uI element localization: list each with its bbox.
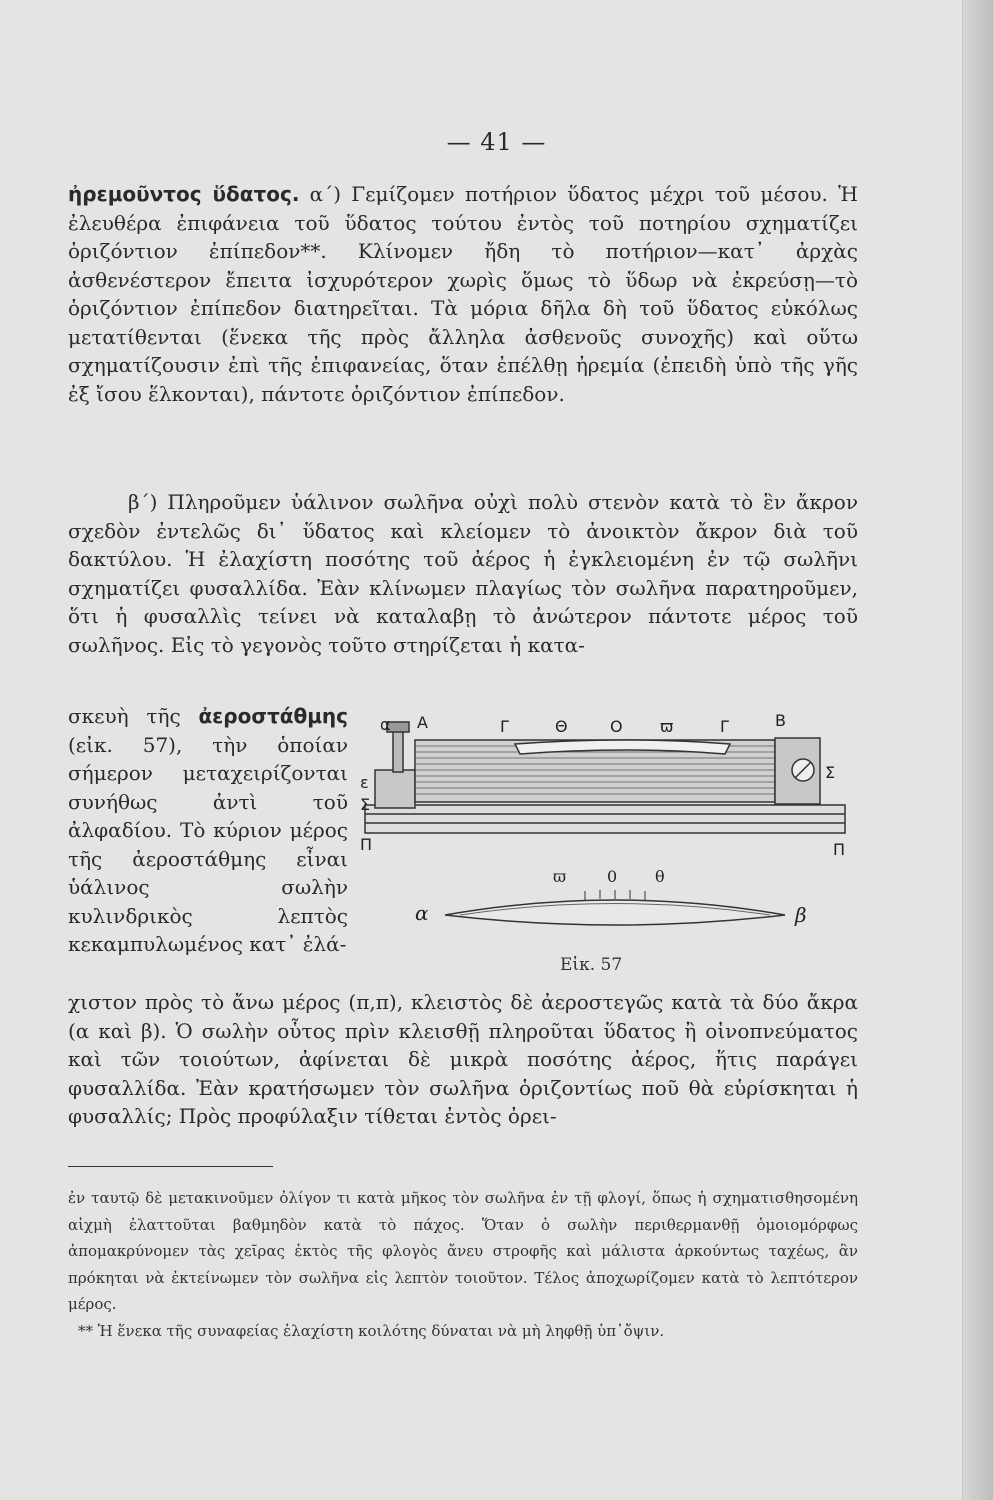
- label-A: Α: [417, 713, 428, 732]
- label-sigma-right: Σ: [825, 763, 836, 782]
- wrap-text: (εἰκ. 57), τὴν ὁποίαν σήμερον μεταχειρίζονται συνήθως ἀντὶ τοῦ ἀλφαδίου. Τὸ κύριον μέρος τῆς ἀεροστάθμης εἶναι ὑάλινος σωλὴν κυλινδρικὸς λεπτὸς κεκαμπυλωμένος κατ᾽ ἐλά-: [68, 732, 348, 956]
- label-sigma-left: Σ: [360, 795, 371, 814]
- paragraph-2-text: β΄) Πληροῦμεν ὑάλινον σωλῆνα οὐχὶ πολὺ στενὸν κατὰ τὸ ἓν ἄκρον σχεδὸν ἐντελῶς δι᾽ ὕδατος καὶ κλείομεν τὸ ἀνοικτὸν ἄκρον διὰ τοῦ δακτύλου. Ἡ ἐλαχίστη ποσότης τοῦ ἀέρος ἡ ἐγκλειομένη ἐν τῷ σωλῆνι σχηματίζει φυσαλλίδα. Ἐὰν κλίνωμεν πλαγίως τὸν σωλῆνα παρατηροῦμεν, ὅτι ἡ φυσαλλὶς τείνει νὰ καταλαβῃ τὸ ἀνώτερον πάντοτε μέρος τοῦ σωλῆνος. Εἰς τὸ γεγονὸς τοῦτο στηρίζεται ἡ κατα-: [68, 490, 858, 657]
- paragraph-2-cont-text: χιστον πρὸς τὸ ἄνω μέρος (π,π), κλειστὸς δὲ ἀεροστεγῶς κατὰ τὰ δύο ἄκρα (α καὶ β). Ὁ σωλὴν οὗτος πρὶν κλεισθῇ πληροῦται ὕδατος ἢ οἰνοπνεύματος καὶ τῶν τοιούτων, ἀφίνεται δὲ μικρὰ ποσότης ἀέρος, ἥτις παράγει φυσαλλίδα. Ἐὰν κρατήσωμεν τὸν σωλῆνα ὁριζοντίως ποῦ θὰ εὑρίσκηται ἡ φυσαλλίς; Πρὸς προφύλαξιν τίθεται ἐντὸς ὀρει-: [68, 990, 858, 1128]
- paragraph-1: [68, 180, 858, 408]
- figure-spirit-level: [355, 710, 855, 980]
- label-o-small: 0: [607, 867, 618, 886]
- paragraph-2-wrap: [68, 702, 348, 959]
- page-edge: [962, 0, 993, 1500]
- label-gamma-right: Γ: [720, 717, 729, 736]
- page-number: — 41 —: [446, 128, 547, 156]
- label-o: Ο: [610, 717, 623, 736]
- label-theta-2: ϖ: [660, 717, 674, 736]
- label-pi-left: Π: [360, 835, 373, 854]
- label-theta-small-2: θ: [655, 867, 665, 886]
- level-base: [365, 805, 845, 833]
- label-beta-tube: β: [795, 903, 807, 927]
- term-spirit-level: ἀεροστάθμης: [198, 704, 348, 728]
- wrap-pre: σκευὴ τῆς: [68, 704, 199, 728]
- label-theta-1: Θ: [555, 717, 568, 736]
- label-B: Β: [775, 711, 786, 730]
- paragraph-2-continued: [68, 988, 858, 1131]
- label-pi-right: Π: [833, 840, 846, 859]
- footnote-rule: [68, 1166, 273, 1167]
- label-gamma-left: Γ: [500, 717, 509, 736]
- footnotes: [68, 1185, 858, 1344]
- label-alpha-tube: α: [415, 901, 429, 925]
- spirit-level-device: [365, 722, 845, 833]
- paragraph-1-text: α΄) Γεμίζομεν ποτήριον ὕδατος μέχρι τοῦ μέσου. Ἡ ἐλευθέρα ἐπιφάνεια τοῦ ὕδατος τούτου ἐντὸς τοῦ ποτηρίου σχηματίζει ὁριζόντιον ἐπίπεδον**. Κλίνομεν ἤδη τὸ ποτήριον—κατ᾽ ἀρχὰς ἀσθενέστερον ἔπειτα ἰσχυρότερον χωρὶς ὅμως τὸ ὕδωρ νὰ ἐκρεύσῃ—τὸ ὁριζόντιον ἐπίπεδον διατηρεῖται. Τὰ μόρια δῆλα δὴ τοῦ ὕδατος εὐκόλως μετατίθενται (ἕνεκα τῆς πρὸς ἄλληλα ἀσθενοῦς συνοχῆς) καὶ οὕτω σχηματίζουσιν ἐπὶ τῆς ἐπιφανείας, ὅταν ἐπέλθῃ ἠρεμία (ἐπειδὴ ὑπὸ τῆς γῆς ἐξ ἴσου ἕλκονται), πάντοτε ὁριζόντιον ἐπίπεδον.: [68, 182, 858, 406]
- footnote-2: ** Ἡ ἕνεκα τῆς συναφείας ἐλαχίστη κοιλότης δύναται νὰ μὴ ληφθῇ ὑπ᾽ὄψιν.: [78, 1321, 665, 1340]
- paragraph-2: [68, 488, 858, 659]
- footnote-1: ἐν ταυτῷ δὲ μετακινοῦμεν ὀλίγον τι κατὰ μῆκος τὸν σωλῆνα ἐν τῇ φλογί, ὅπως ἡ σχηματισθησομένη αἰχμὴ ἐλαττοῦται βαθμηδὸν κατὰ τὸ πάχος. Ὅταν ὁ σωλὴν περιθερμανθῇ ὁμοιομόρφως ἀπομακρύνομεν τὰς χεῖρας ἐκτὸς τῆς φλογὸς ἄνευ στροφῆς καὶ μάλιστα ἀρκούντως ταχέως, ἂν πρόκηται νὰ ἐκτείνωμεν τὸν σωλῆνα εἰς λεπτὸν τοιοῦτον. Τέλος ἀποχωρίζομεν κατὰ τὸ λεπτότερον μέρος.: [68, 1189, 858, 1313]
- left-screw-block: [375, 770, 415, 808]
- figure-caption: Εἰκ. 57: [560, 955, 623, 975]
- label-alpha-small: α: [380, 715, 391, 734]
- label-theta-small-1: ϖ: [553, 867, 567, 886]
- label-epsilon: ε: [360, 773, 369, 792]
- curved-tube-detail: [445, 890, 785, 925]
- adjust-screw: [393, 730, 403, 772]
- term-still-water: ἠρεμοῦντος ὕδατος.: [68, 182, 300, 206]
